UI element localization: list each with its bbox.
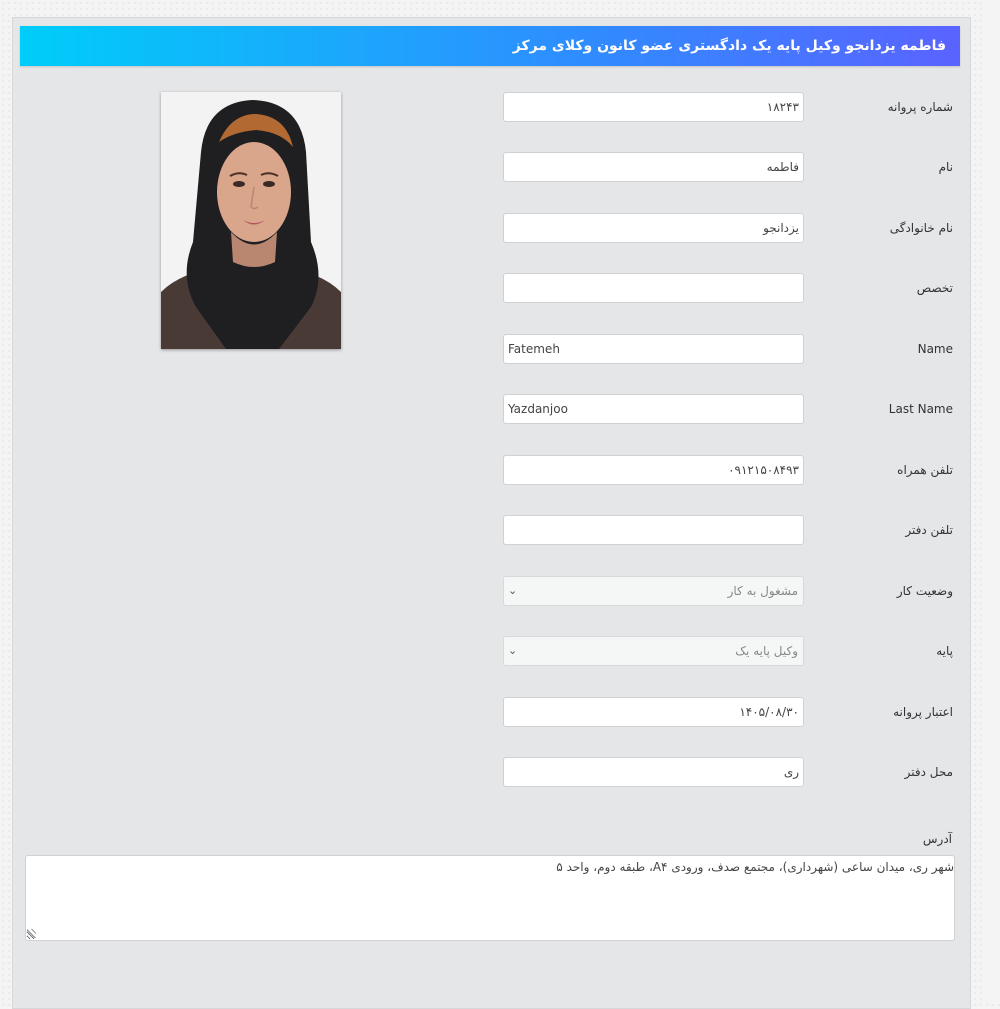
license-validity-input[interactable] xyxy=(503,697,804,727)
address-textarea[interactable] xyxy=(25,855,955,941)
name-en-label: Name xyxy=(917,342,953,356)
page-scrollbar[interactable] xyxy=(985,0,1000,1000)
last-name-en-input[interactable] xyxy=(503,394,804,424)
chevron-down-icon: ⌄ xyxy=(508,644,518,657)
grade-value: وکیل پایه یک xyxy=(735,644,798,658)
chevron-down-icon: ⌄ xyxy=(508,584,518,597)
last-name-label: نام خانوادگی xyxy=(889,221,953,235)
office-location-row xyxy=(503,757,953,787)
profile-photo xyxy=(161,92,341,349)
mobile-row xyxy=(503,455,953,485)
license-number-input[interactable] xyxy=(503,92,804,122)
profile-panel xyxy=(20,26,960,946)
profile-title-bar xyxy=(20,26,960,66)
license-number-label: شماره پروانه xyxy=(887,100,953,114)
last-name-input[interactable] xyxy=(503,213,804,243)
first-name-input[interactable] xyxy=(503,152,804,182)
grade-label: پایه xyxy=(936,644,953,658)
page-title: فاطمه یزدانجو وکیل پایه یک دادگستری عضو کانون وکلای مرکز xyxy=(512,38,946,54)
office-phone-input[interactable] xyxy=(503,515,804,545)
last-name-en-row xyxy=(503,394,953,424)
license-validity-row xyxy=(503,697,953,727)
last-name-row xyxy=(503,213,953,243)
first-name-row xyxy=(503,152,953,182)
resize-grip-icon[interactable] xyxy=(27,929,36,938)
license-validity-label: اعتبار پروانه xyxy=(893,705,953,719)
name-en-input[interactable] xyxy=(503,334,804,364)
work-status-label: وضعیت کار xyxy=(896,584,953,598)
last-name-en-label: Last Name xyxy=(888,402,953,416)
address-label: آدرس xyxy=(922,832,952,846)
first-name-label: نام xyxy=(938,160,953,174)
office-phone-row xyxy=(503,515,953,545)
office-location-label: محل دفتر xyxy=(904,765,953,779)
profile-card xyxy=(12,17,971,1009)
work-status-row xyxy=(503,576,953,606)
name-en-row xyxy=(503,334,953,364)
office-location-input[interactable] xyxy=(503,757,804,787)
grade-select[interactable] xyxy=(503,636,804,666)
mobile-input[interactable] xyxy=(503,455,804,485)
office-phone-label: تلفن دفتر xyxy=(905,523,953,537)
work-status-value: مشغول به کار xyxy=(727,584,798,598)
specialty-row xyxy=(503,273,953,303)
work-status-select[interactable] xyxy=(503,576,804,606)
specialty-label: تخصص xyxy=(916,281,953,295)
grade-row xyxy=(503,636,953,666)
mobile-label: تلفن همراه xyxy=(897,463,953,477)
specialty-input[interactable] xyxy=(503,273,804,303)
license-number-row xyxy=(503,92,953,122)
